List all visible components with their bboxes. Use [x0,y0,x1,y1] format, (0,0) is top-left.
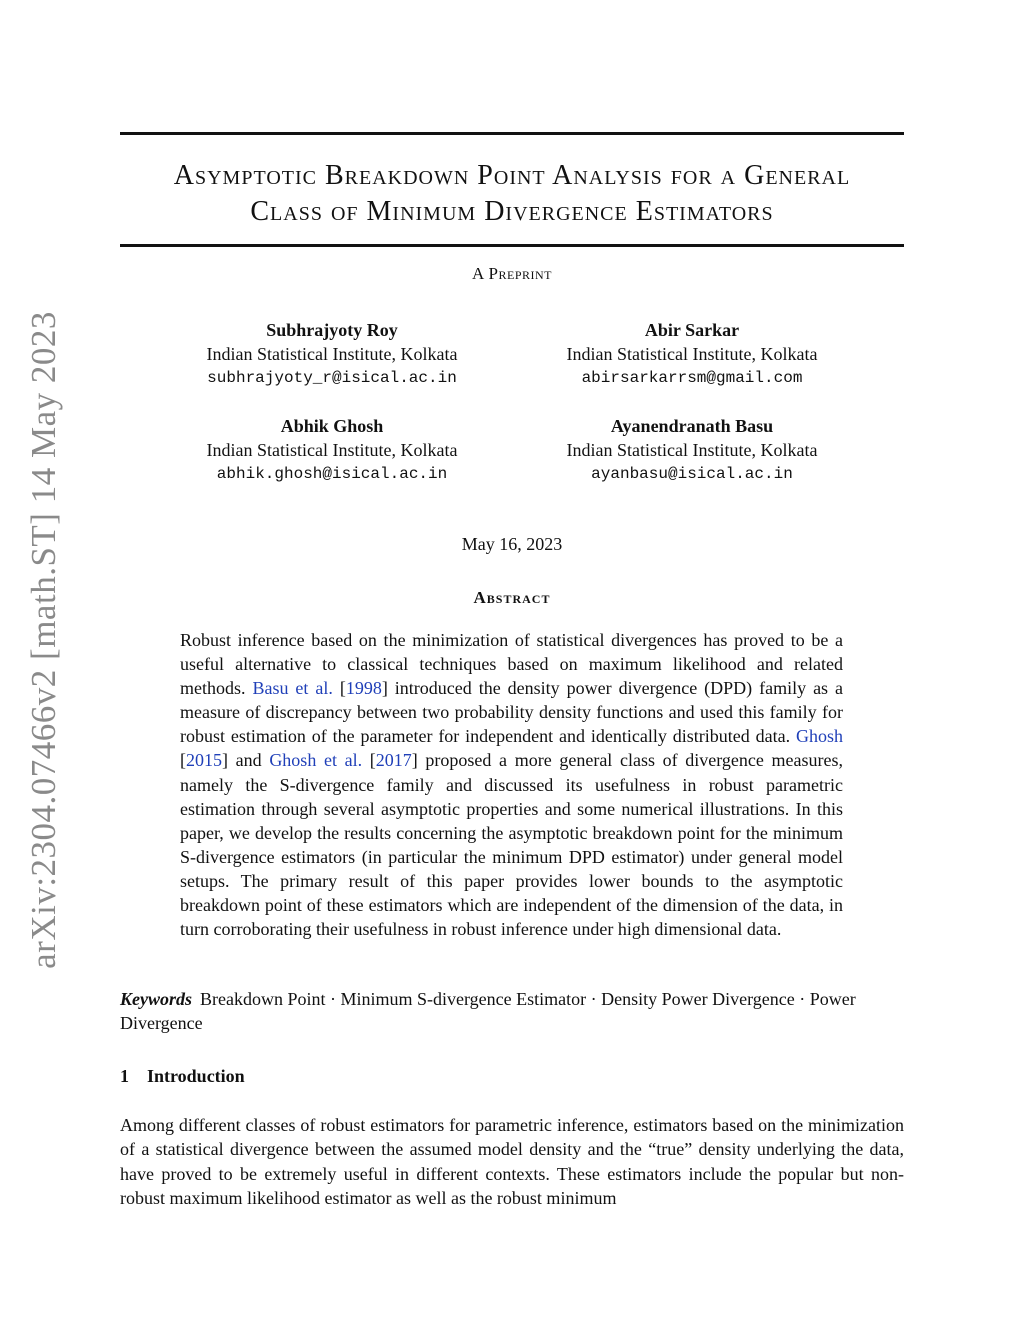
abstract-heading: Abstract [473,588,551,607]
citation-bracket: [ [332,678,346,699]
abstract-text: introduced the density power divergence (DPD) family as a measure of discrepancy between two probability density functions and used this family for robust estimation of the parameter for independent and identically distributed data. [180,678,844,747]
publication-date: May 16, 2023 [461,534,563,554]
introduction-paragraph: Among different classes of robust estimators for parametric inference, estimators based on the minimization of a statistical divergence between the assumed model density and the “true” density underlying the data, have proved to be extremely useful in different contexts. These estimators include the popular but non-robust maximum likelihood estimator as well as the robust minimum [120,1115,904,1208]
author-email[interactable]: subhrajyoty_r@isical.ac.in [207,369,457,387]
section-title: Introduction [147,1066,245,1086]
author-email[interactable]: abhik.ghosh@isical.ac.in [216,465,448,483]
preprint-label: A Preprint [471,264,553,283]
author-affiliation: Indian Statistical Institute, Kolkata [206,344,458,364]
author-block [502,414,882,486]
author-name: Subhrajyoty Roy [266,320,398,340]
title-bottom-rule [120,244,904,247]
author-affiliation: Indian Statistical Institute, Kolkata [566,440,818,460]
keywords-block [120,987,904,1035]
paper-title [120,158,904,230]
author-name: Abhik Ghosh [280,416,384,436]
title-line-1: Asymptotic Breakdown Point Analysis for a General [173,160,851,191]
keywords-label: Keywords [120,989,192,1009]
abstract-text: Robust inference based on the minimization of statistical divergences has proved to be a useful alternative to classical techniques based on maximum likelihood and related methods. [180,630,843,699]
author-block [142,318,522,390]
title-line-2: Class of Minimum Divergence Estimators [250,196,774,227]
citation-link-ghosh-et-al[interactable]: Ghosh et al. [269,750,363,771]
author-affiliation: Indian Statistical Institute, Kolkata [206,440,458,460]
keywords-list: Breakdown Point · Minimum S-divergence Estimator · Density Power Divergence · Power Divergence [120,989,856,1033]
abstract-text: and [228,750,270,771]
author-affiliation: Indian Statistical Institute, Kolkata [566,344,818,364]
arxiv-side-stamp: arXiv:2304.07466v2 [math.ST] 14 May 2023 [24,311,63,969]
author-block [502,318,882,390]
citation-link-ghosh[interactable]: Ghosh [795,726,843,747]
section-number: 1 [120,1066,129,1086]
citation-bracket: ] [411,750,418,771]
citation-bracket: ] [222,750,228,771]
author-block [142,414,522,486]
section-heading [120,1066,245,1087]
citation-bracket: [ [362,750,376,771]
citation-year-link[interactable]: 2017 [375,750,412,771]
citation-year-link[interactable]: 1998 [345,678,382,699]
citation-bracket: [ [180,750,186,771]
author-email[interactable]: ayanbasu@isical.ac.in [591,465,793,483]
author-email[interactable]: abirsarkarrsm@gmail.com [581,369,803,387]
citation-link-basu[interactable]: Basu et al. [252,678,333,699]
author-name: Ayanendranath Basu [610,416,774,436]
citation-bracket: ] [381,678,388,699]
citation-year-link[interactable]: 2015 [186,750,222,771]
author-name: Abir Sarkar [644,320,740,340]
abstract-text: proposed a more general class of divergence measures, namely the S-divergence family and discussed its usefulness in robust parametric estimation through several asymptotic properties and some numerical illustrations. In this paper, we develop the results concerning the asymptotic breakdown point for the minimum S-divergence estimators (in particular the minimum DPD estimator) under general model setups. The primary result of this paper provides lower bounds to the asymptotic breakdown point of these estimators which are independent of the dimension of the data, in turn corroborating their usefulness in robust inference under high dimensional data. [180,750,844,940]
abstract-body [180,628,843,941]
title-top-rule [120,132,904,135]
